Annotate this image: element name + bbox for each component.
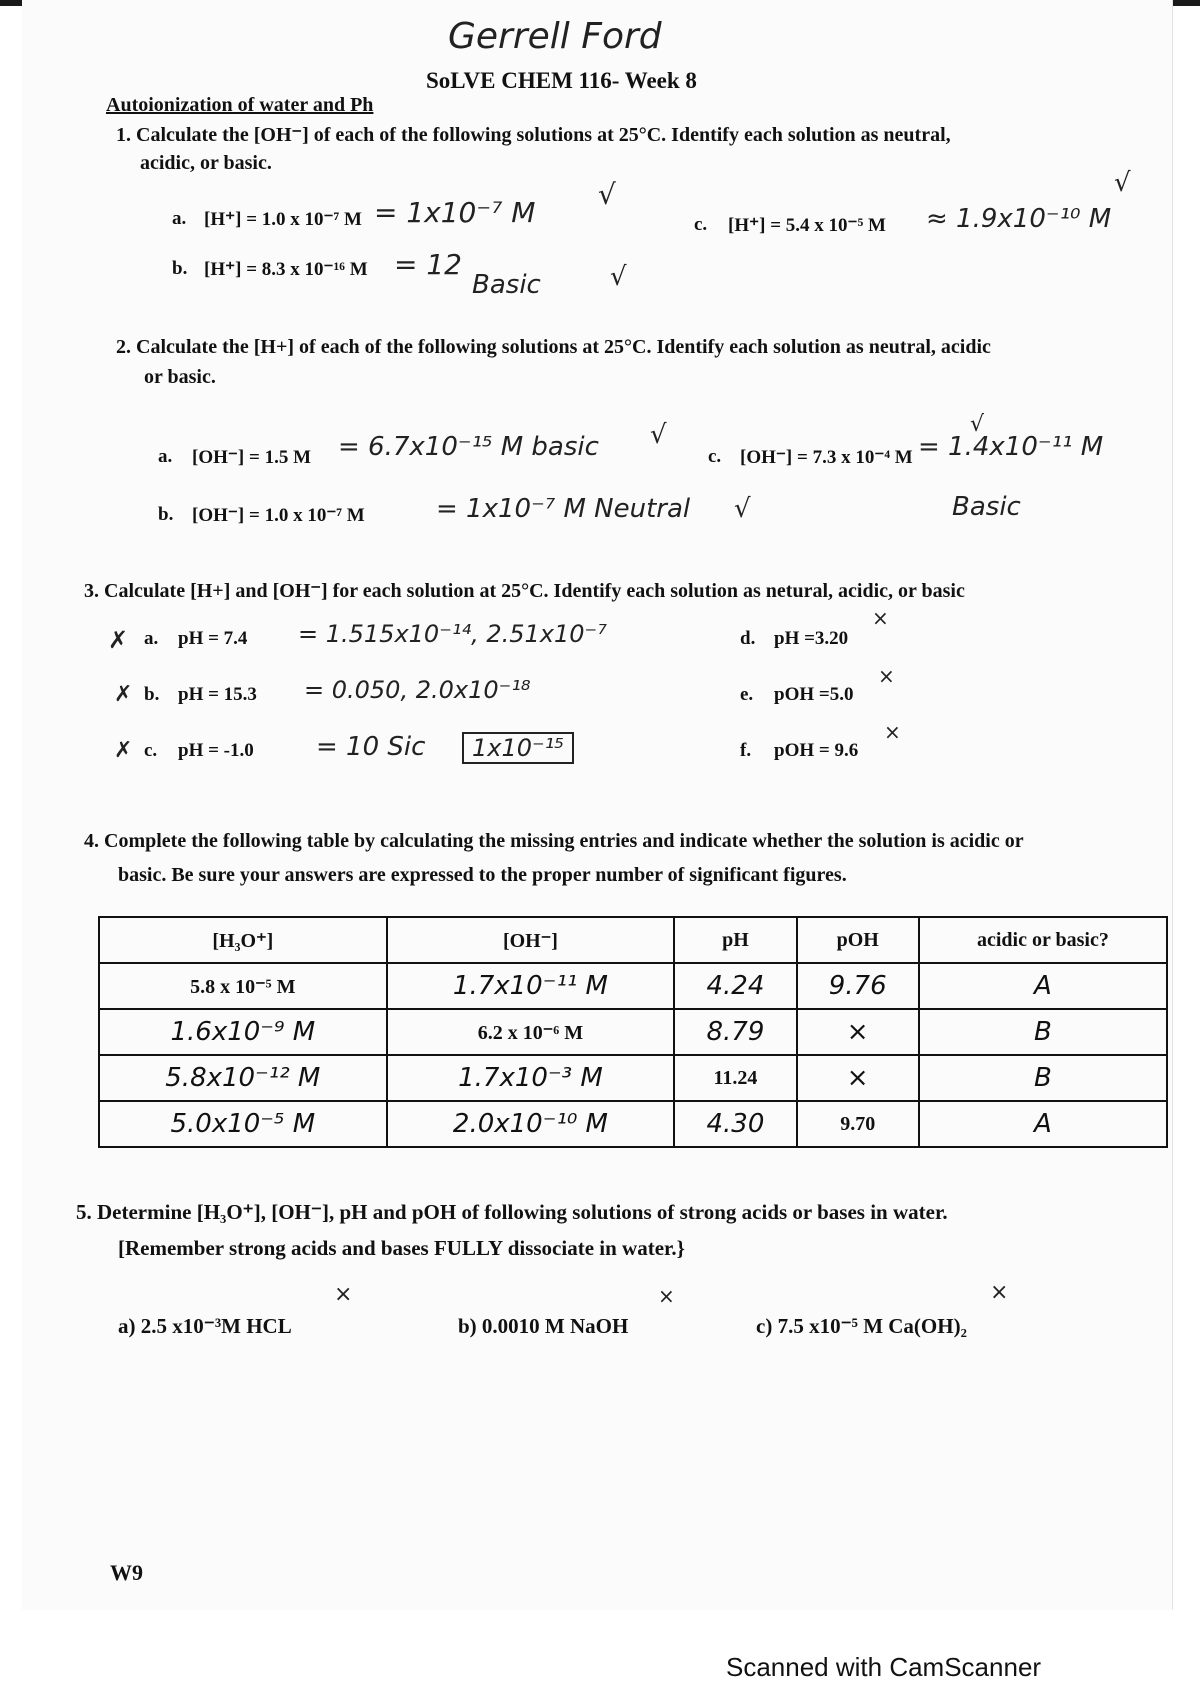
- q5a-mark: ×: [334, 1282, 353, 1307]
- table-cell-handwritten: B: [919, 1055, 1167, 1101]
- page-label: W9: [110, 1560, 143, 1585]
- q3f-given: pOH = 9.6: [774, 740, 859, 761]
- table-header-cell: pOH: [797, 917, 919, 963]
- q3e-given: pOH =5.0: [774, 684, 854, 705]
- q1-prompt: 1. Calculate the [OH⁻] of each of the following solutions at 25°C. Identify each solution as neutral,: [116, 124, 951, 146]
- q2-prompt: 2. Calculate the [H+] of each of the following solutions at 25°C. Identify each solution as neutral, acidic: [116, 336, 991, 358]
- table-cell-handwritten: 9.76: [797, 963, 919, 1009]
- q2a-answer: = 6.7x10⁻¹⁵ M basic: [338, 432, 599, 462]
- q3b-answer: = 0.050, 2.0x10⁻¹⁸: [304, 676, 531, 704]
- q5-prompt-text: 5. Determine [H₃O⁺], [OH⁻], pH and pOH of following solutions of strong acids or bases in water.: [76, 1200, 948, 1224]
- q1c-answer: ≈ 1.9x10⁻¹⁰ M: [926, 204, 1112, 234]
- q1a-answer: = 1x10⁻⁷ M: [374, 196, 536, 229]
- table-cell-handwritten: 1.7x10⁻¹¹ M: [387, 963, 675, 1009]
- q3d-mark: ×: [872, 606, 889, 630]
- q3f-mark: ×: [884, 720, 901, 744]
- q3c-boxed-answer: 1x10⁻¹⁵: [462, 732, 574, 764]
- q3a-given: pH = 7.4: [178, 628, 248, 649]
- q1b-given: [H⁺] = 8.3 x 10⁻¹⁶ M: [204, 259, 368, 280]
- q3c-answer: = 10 Sic: [316, 732, 426, 762]
- q3b-given: pH = 15.3: [178, 684, 257, 705]
- table-row: [99, 1101, 1167, 1147]
- table-row: [99, 1055, 1167, 1101]
- q2a-label: a.: [158, 446, 173, 467]
- table-cell: 11.24: [674, 1055, 796, 1101]
- table-header-cell: pH: [674, 917, 796, 963]
- table-cell: 5.8 x 10⁻⁵ M: [99, 963, 387, 1009]
- q4-prompt-line2: basic. Be sure your answers are expressed to the proper number of significant figures.: [118, 864, 847, 886]
- table-cell-handwritten: ×: [797, 1009, 919, 1055]
- table-cell-handwritten: 4.24: [674, 963, 796, 1009]
- q1c-check: √: [1114, 168, 1131, 198]
- q5-prompt: [76, 1200, 948, 1225]
- table-cell-handwritten: B: [919, 1009, 1167, 1055]
- table-header-cell: acidic or basic?: [919, 917, 1167, 963]
- q3a-answer: = 1.515x10⁻¹⁴, 2.51x10⁻⁷: [298, 620, 607, 648]
- table-cell-handwritten: A: [919, 963, 1167, 1009]
- table-cell-handwritten: 8.79: [674, 1009, 796, 1055]
- q1a-given: [H⁺] = 1.0 x 10⁻⁷ M: [204, 209, 362, 230]
- q3f-label: f.: [740, 740, 752, 761]
- q1b-check: √: [610, 262, 627, 292]
- q1a-label: a.: [172, 208, 187, 229]
- section-heading: Autoionization of water and Ph: [106, 94, 374, 116]
- q3c-mark: ✗: [114, 738, 133, 763]
- q5b-text: b) 0.0010 M NaOH: [458, 1314, 629, 1338]
- table-cell-handwritten: 5.8x10⁻¹² M: [99, 1055, 387, 1101]
- q2b-answer: = 1x10⁻⁷ M Neutral: [436, 494, 691, 524]
- q3a-mark: ✗: [108, 626, 129, 654]
- q4-prompt: 4. Complete the following table by calculating the missing entries and indicate whether the solution is acidic or: [84, 830, 1024, 852]
- table-cell-handwritten: A: [919, 1101, 1167, 1147]
- q3c-label: c.: [144, 740, 158, 761]
- table-cell: 6.2 x 10⁻⁶ M: [387, 1009, 675, 1055]
- table-cell-handwritten: 1.6x10⁻⁹ M: [99, 1009, 387, 1055]
- q1a-check: √: [598, 178, 616, 211]
- q3a-label: a.: [144, 628, 159, 649]
- q2c-label: c.: [708, 446, 722, 467]
- q5a-text: a) 2.5 x10⁻³M HCL: [118, 1314, 292, 1338]
- student-name: Gerrell Ford: [448, 16, 662, 57]
- table-header-row: [99, 917, 1167, 963]
- table-cell-handwritten: ×: [797, 1055, 919, 1101]
- q2c-note: Basic: [952, 492, 1021, 522]
- table-cell-handwritten: 4.30: [674, 1101, 796, 1147]
- table-header-cell: [OH⁻]: [387, 917, 675, 963]
- q3-prompt: 3. Calculate [H+] and [OH⁻] for each solution at 25°C. Identify each solution as netural, acidic, or basic: [84, 580, 965, 602]
- ph-table: [98, 916, 1168, 1148]
- q1b-answer: = 12: [394, 248, 462, 281]
- q3d-given: pH =3.20: [774, 628, 849, 649]
- q2c-check: √: [970, 412, 985, 437]
- q1c-given: [H⁺] = 5.4 x 10⁻⁵ M: [728, 215, 886, 236]
- q1b-note: Basic: [472, 270, 541, 300]
- q3b-mark: ✗: [114, 682, 133, 707]
- q1b-label: b.: [172, 258, 188, 279]
- q3e-mark: ×: [878, 664, 895, 688]
- table-header-cell: [H₃O⁺]: [99, 917, 387, 963]
- table-row: [99, 1009, 1167, 1055]
- q1-prompt-line2: acidic, or basic.: [140, 152, 272, 174]
- q5-prompt-line2: [Remember strong acids and bases FULLY dissociate in water.}: [118, 1236, 685, 1260]
- table-row: [99, 963, 1167, 1009]
- q3e-label: e.: [740, 684, 754, 705]
- q5c-mark: ×: [990, 1280, 1009, 1305]
- table-cell-handwritten: 5.0x10⁻⁵ M: [99, 1101, 387, 1147]
- q2c-given: [OH⁻] = 7.3 x 10⁻⁴ M: [740, 447, 913, 468]
- scanner-watermark: Scanned with CamScanner: [726, 1652, 1042, 1682]
- worksheet-page: [22, 0, 1173, 1610]
- q1c-label: c.: [694, 214, 708, 235]
- q3d-label: d.: [740, 628, 756, 649]
- table-cell: 9.70: [797, 1101, 919, 1147]
- q2a-given: [OH⁻] = 1.5 M: [192, 447, 312, 468]
- q2c-answer: = 1.4x10⁻¹¹ M: [918, 432, 1104, 462]
- q3c-given: pH = -1.0: [178, 740, 254, 761]
- q3b-label: b.: [144, 684, 160, 705]
- q2b-check: √: [734, 494, 751, 524]
- q5b-mark: ×: [658, 1284, 675, 1308]
- q2b-label: b.: [158, 504, 174, 525]
- q2b-given: [OH⁻] = 1.0 x 10⁻⁷ M: [192, 505, 365, 526]
- q2a-check: √: [650, 420, 667, 450]
- table-cell-handwritten: 1.7x10⁻³ M: [387, 1055, 675, 1101]
- page-title: SoLVE CHEM 116- Week 8: [426, 68, 697, 93]
- table-cell-handwritten: 2.0x10⁻¹⁰ M: [387, 1101, 675, 1147]
- q5c-text: c) 7.5 x10⁻⁵ M Ca(OH)₂: [756, 1314, 967, 1338]
- q2-prompt-line2: or basic.: [144, 366, 216, 388]
